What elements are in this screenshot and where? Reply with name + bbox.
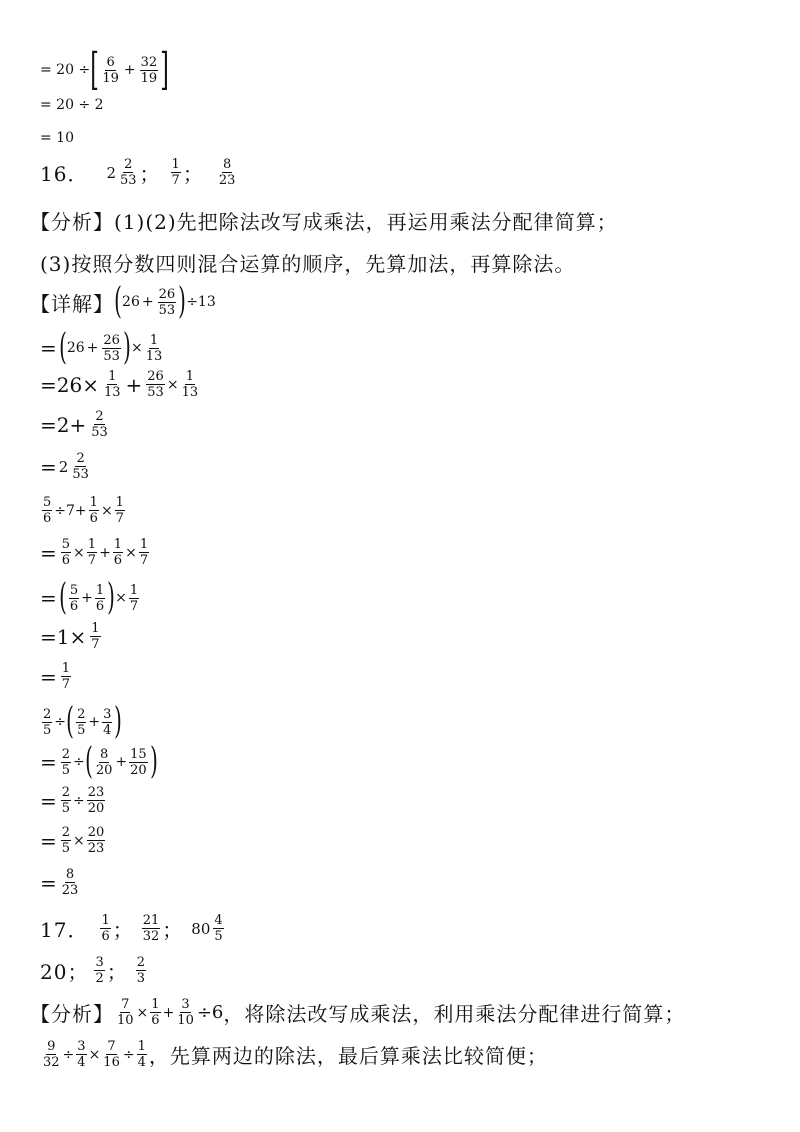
question-number: 17． xyxy=(40,918,89,942)
calc-line: =2+ $\frac{2}{53}$ xyxy=(40,409,108,440)
calc-line: = $\frac{2}{5}$ ÷ $\frac{23}{20}$ xyxy=(40,785,105,816)
calc-line-3: = 10 xyxy=(40,130,74,146)
calc-line: $\frac{2}{5}$ ÷ ( $\frac{2}{5}$ + $\frac{3}{4}$ ) xyxy=(43,701,123,742)
mixed-number: 2 $\frac{2}{53}$ xyxy=(106,157,137,188)
analysis-text: 【分析】(1)(2)先把除法改写成乘法，再运用乘法分配律简算； xyxy=(30,210,618,234)
fraction: $\frac{26}{53}$ xyxy=(158,286,176,318)
calc-line: = $\frac{5}{6}$ × $\frac{1}{7}$ + $\frac{1}{6}$ × $\frac{1}{7}$ xyxy=(40,537,149,568)
fraction: $\frac{32}{19}$ xyxy=(140,54,158,86)
calc-line-2: = 20 ÷ 2 xyxy=(40,97,104,113)
calc-line-1: = 20 ÷ [ $\frac{6}{19}$ + $\frac{32}{19}$ ] xyxy=(40,44,170,95)
calc-line: =1× $\frac{1}{7}$ xyxy=(40,621,100,652)
calc-line: = 2 $\frac{2}{53}$ xyxy=(40,451,89,482)
analysis-line: $\frac{9}{32}$ ÷ $\frac{3}{4}$ × $\frac{7}{16}$ ÷ $\frac{1}{4}$ ，先算两边的除法，最后算乘法比较简便； xyxy=(43,1039,548,1070)
question-17-answers: 17． $\frac{1}{6}$ ； $\frac{21}{32}$ ； 80 $\frac{4}{5}$ xyxy=(40,913,223,944)
calc-line: = ( 26 + $\frac{26}{53}$ ) × $\frac{1}{13}$ xyxy=(40,327,163,368)
calc-line: =26× $\frac{1}{13}$ + $\frac{26}{53}$ × $\frac{1}{13}$ xyxy=(40,369,199,400)
calc-line: $\frac{5}{6}$ ÷7+ $\frac{1}{6}$ × $\frac{1}{7}$ xyxy=(43,495,124,526)
calc-line: = $\frac{2}{5}$ ÷ ( $\frac{8}{20}$ + $\frac{15}{20}$ ) xyxy=(40,741,158,782)
left-bracket: [ xyxy=(90,44,100,95)
calc-line: = ( $\frac{5}{6}$ + $\frac{1}{6}$ ) × $\frac{1}{7}$ xyxy=(40,577,139,618)
analysis-line: 【分析】 $\frac{7}{10}$ × $\frac{1}{6}$ + $\frac{3}{10}$ ÷6 ，将除法改写成乘法，利用乘法分配律进行简算； xyxy=(30,997,686,1028)
question-16-answers: 16． 2 $\frac{2}{53}$ ； $\frac{1}{7}$ ； $\frac{8}{23}$ xyxy=(40,157,236,188)
detail-label: 【详解】 xyxy=(30,291,114,316)
detail-line: 【详解】 ( 26 + $\frac{26}{53}$ ) ÷13 xyxy=(30,281,216,322)
expression-text: = 20 ÷ xyxy=(40,62,91,78)
fraction: $\frac{1}{7}$ xyxy=(171,157,180,188)
fraction: $\frac{6}{19}$ xyxy=(102,54,119,86)
analysis-text: (3)按照分数四则混合运算的顺序，先算加法，再算除法。 xyxy=(40,252,576,276)
calc-line: = $\frac{1}{7}$ xyxy=(40,661,71,692)
answers-line: 20； $\frac{3}{2}$ ； $\frac{2}{3}$ xyxy=(40,955,146,986)
fraction: $\frac{8}{23}$ xyxy=(218,157,236,188)
right-bracket: ] xyxy=(160,44,170,95)
question-number: 16． xyxy=(40,162,89,186)
calc-line: = $\frac{2}{5}$ × $\frac{20}{23}$ xyxy=(40,825,105,856)
calc-line: = $\frac{8}{23}$ xyxy=(40,867,79,898)
